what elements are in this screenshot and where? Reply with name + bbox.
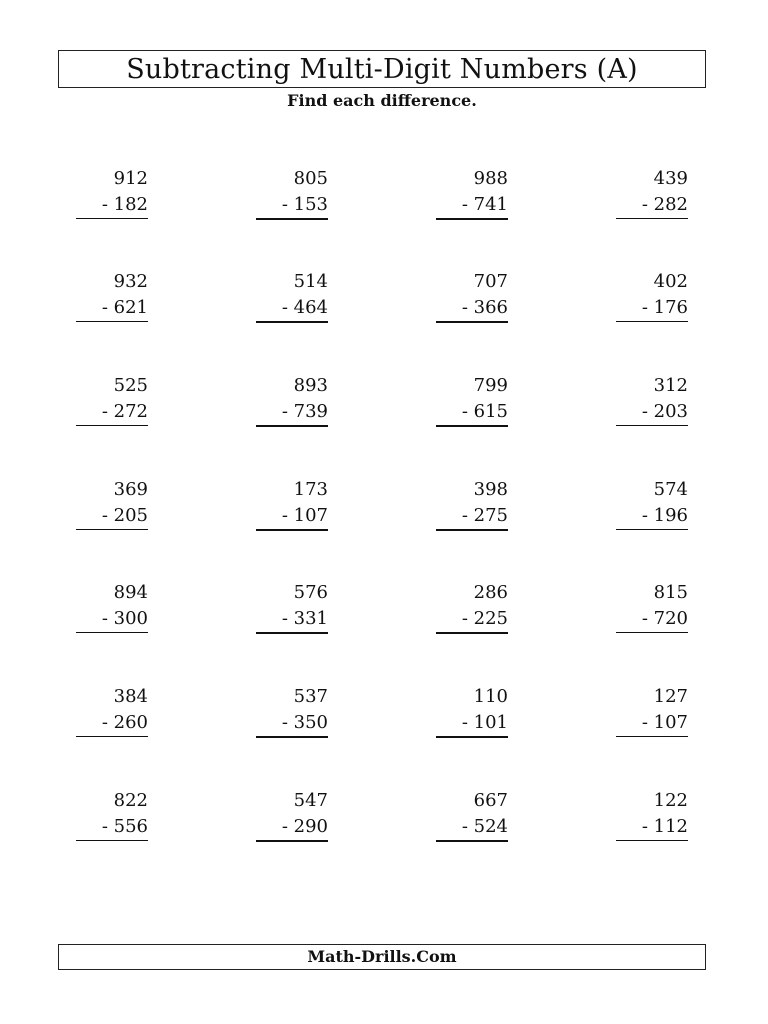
subtrahend: - 290	[281, 816, 328, 837]
answer-line	[616, 736, 688, 737]
subtrahend: - 720	[641, 608, 688, 629]
answer-line	[616, 840, 688, 841]
minuend: 514	[293, 271, 328, 292]
minuend: 110	[473, 686, 508, 707]
minuend: 815	[653, 582, 688, 603]
minuend: 439	[653, 168, 688, 189]
subtrahend: - 741	[461, 194, 508, 215]
answer-line	[436, 321, 508, 323]
footer-box	[58, 944, 706, 970]
worksheet-instructions: Find each difference.	[287, 91, 477, 110]
minuend: 576	[293, 582, 328, 603]
answer-line	[436, 425, 508, 427]
answer-line	[616, 218, 688, 219]
subtraction-problem	[76, 584, 148, 634]
minuend: 707	[473, 271, 508, 292]
answer-line	[76, 425, 148, 426]
minuend: 547	[293, 790, 328, 811]
answer-line	[616, 321, 688, 322]
minuend: 822	[113, 790, 148, 811]
answer-line	[76, 632, 148, 633]
subtraction-problem	[76, 273, 148, 323]
subtrahend: - 112	[641, 816, 688, 837]
answer-line	[436, 840, 508, 842]
subtrahend: - 464	[281, 297, 328, 318]
subtraction-problem	[436, 481, 508, 531]
subtrahend: - 300	[101, 608, 148, 629]
answer-line	[256, 529, 328, 531]
subtrahend: - 107	[641, 712, 688, 733]
subtrahend: - 272	[101, 401, 148, 422]
answer-line	[436, 632, 508, 634]
subtraction-problem	[436, 170, 508, 220]
minuend: 286	[473, 582, 508, 603]
answer-line	[256, 321, 328, 323]
subtraction-problem	[256, 273, 328, 323]
subtraction-problem	[76, 792, 148, 842]
minuend: 893	[293, 375, 328, 396]
subtraction-problem	[76, 688, 148, 738]
subtrahend: - 203	[641, 401, 688, 422]
minuend: 398	[473, 479, 508, 500]
minuend: 525	[113, 375, 148, 396]
subtrahend: - 350	[281, 712, 328, 733]
minuend: 312	[653, 375, 688, 396]
subtraction-problem	[436, 377, 508, 427]
answer-line	[76, 840, 148, 841]
minuend: 537	[293, 686, 328, 707]
subtrahend: - 366	[461, 297, 508, 318]
answer-line	[76, 321, 148, 322]
worksheet-title: Subtracting Multi-Digit Numbers (A)	[126, 53, 638, 85]
answer-line	[616, 529, 688, 530]
subtrahend: - 331	[281, 608, 328, 629]
minuend: 122	[653, 790, 688, 811]
subtrahend: - 615	[461, 401, 508, 422]
subtraction-problem	[256, 584, 328, 634]
minuend: 894	[113, 582, 148, 603]
subtraction-problem	[256, 170, 328, 220]
answer-line	[436, 218, 508, 220]
minuend: 667	[473, 790, 508, 811]
subtrahend: - 275	[461, 505, 508, 526]
answer-line	[436, 529, 508, 531]
subtrahend: - 524	[461, 816, 508, 837]
answer-line	[256, 840, 328, 842]
answer-line	[256, 218, 328, 220]
answer-line	[256, 736, 328, 738]
answer-line	[616, 632, 688, 633]
minuend: 988	[473, 168, 508, 189]
subtrahend: - 556	[101, 816, 148, 837]
subtraction-problem	[616, 377, 688, 427]
answer-line	[76, 736, 148, 737]
subtrahend: - 101	[461, 712, 508, 733]
subtraction-problem	[436, 792, 508, 842]
subtraction-problem	[436, 273, 508, 323]
subtrahend: - 107	[281, 505, 328, 526]
answer-line	[76, 218, 148, 219]
subtraction-problem	[616, 792, 688, 842]
subtrahend: - 176	[641, 297, 688, 318]
answer-line	[436, 736, 508, 738]
minuend: 932	[113, 271, 148, 292]
minuend: 369	[113, 479, 148, 500]
minuend: 574	[653, 479, 688, 500]
subtraction-problem	[76, 481, 148, 531]
subtraction-problem	[256, 792, 328, 842]
subtrahend: - 205	[101, 505, 148, 526]
subtraction-problem	[76, 170, 148, 220]
minuend: 173	[293, 479, 328, 500]
subtraction-problem	[256, 481, 328, 531]
subtrahend: - 225	[461, 608, 508, 629]
subtraction-problem	[616, 170, 688, 220]
subtrahend: - 182	[101, 194, 148, 215]
subtraction-problem	[616, 584, 688, 634]
minuend: 384	[113, 686, 148, 707]
subtraction-problem	[256, 688, 328, 738]
subtrahend: - 153	[281, 194, 328, 215]
footer-text: Math-Drills.Com	[307, 947, 457, 966]
subtraction-problem	[616, 273, 688, 323]
minuend: 402	[653, 271, 688, 292]
minuend: 799	[473, 375, 508, 396]
minuend: 912	[113, 168, 148, 189]
answer-line	[256, 632, 328, 634]
subtraction-problem	[76, 377, 148, 427]
minuend: 805	[293, 168, 328, 189]
subtrahend: - 260	[101, 712, 148, 733]
subtraction-problem	[616, 481, 688, 531]
answer-line	[76, 529, 148, 530]
subtraction-problem	[616, 688, 688, 738]
subtrahend: - 621	[101, 297, 148, 318]
subtraction-problem	[256, 377, 328, 427]
subtrahend: - 282	[641, 194, 688, 215]
subtraction-problem	[436, 584, 508, 634]
answer-line	[256, 425, 328, 427]
answer-line	[616, 425, 688, 426]
minuend: 127	[653, 686, 688, 707]
subtrahend: - 739	[281, 401, 328, 422]
subtrahend: - 196	[641, 505, 688, 526]
subtraction-problem	[436, 688, 508, 738]
